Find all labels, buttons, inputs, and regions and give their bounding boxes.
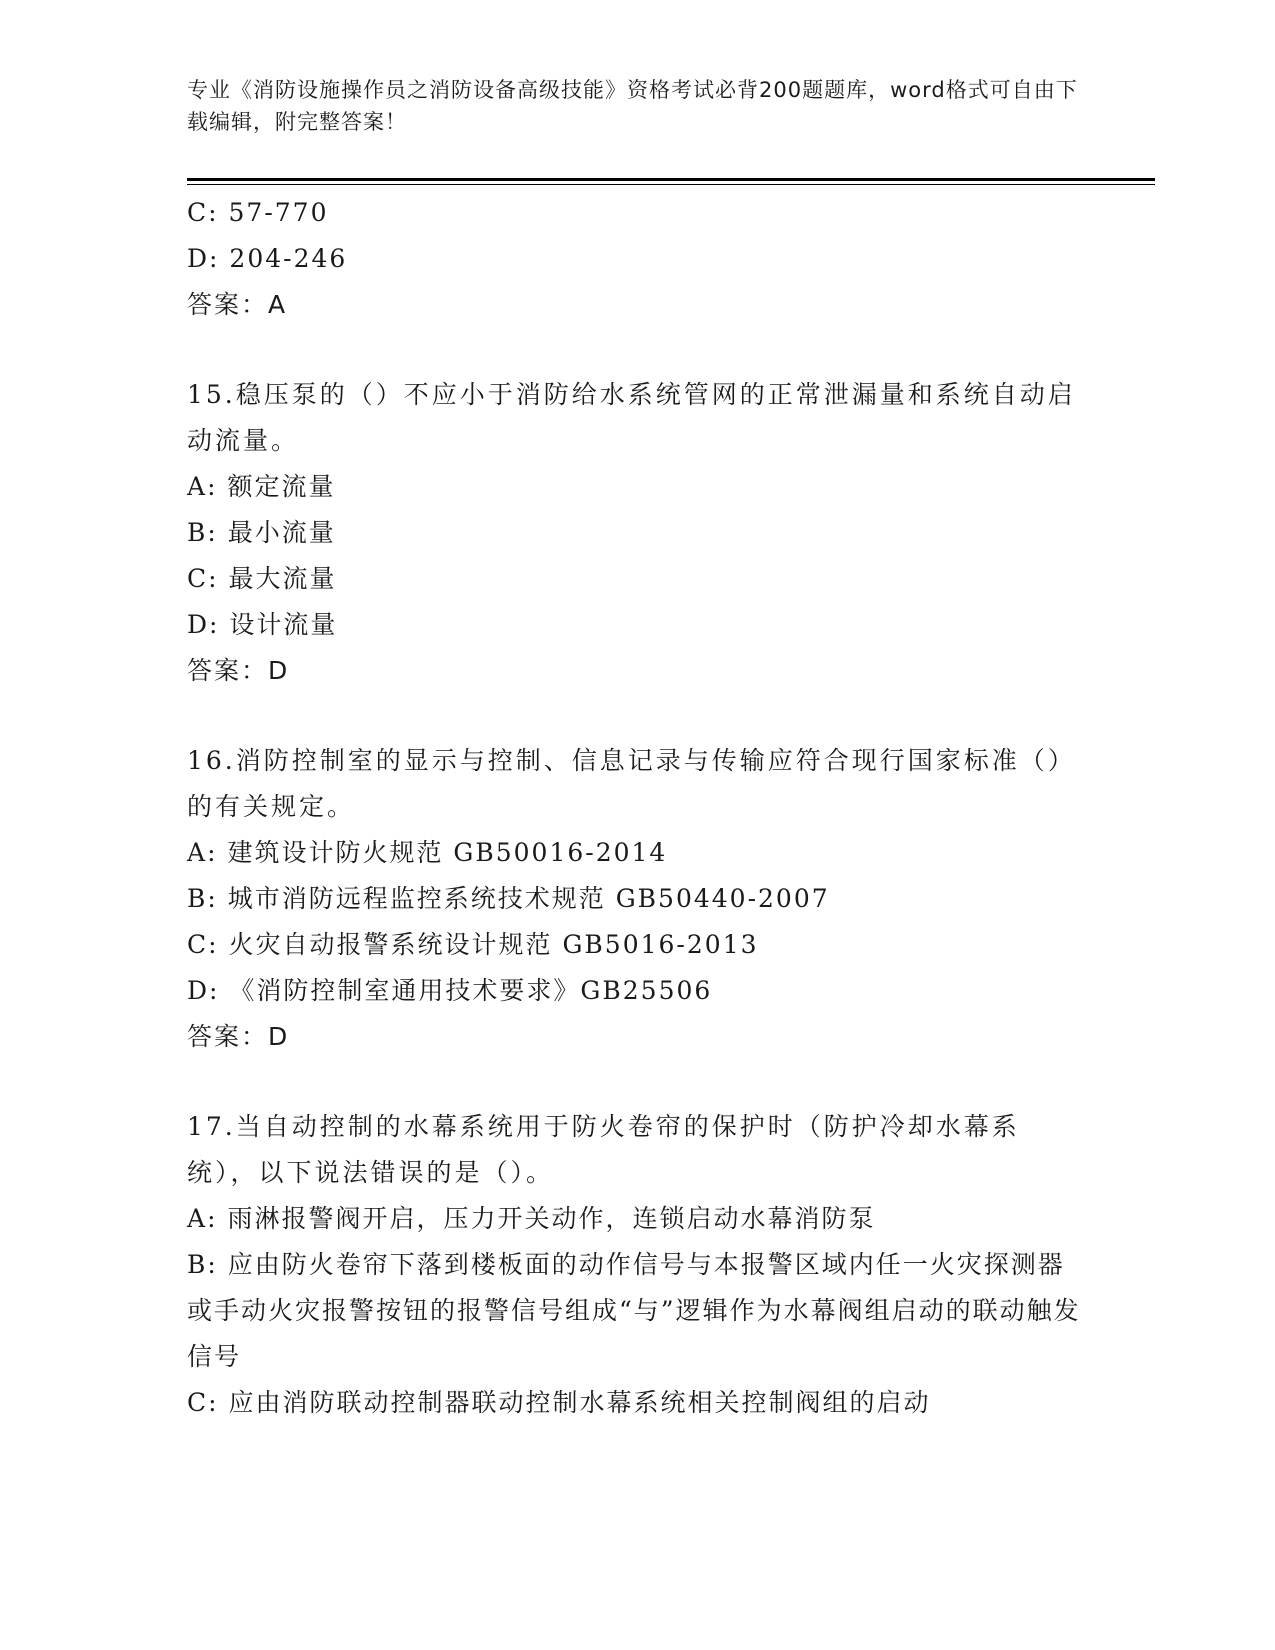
option-d: D: 设计流量 <box>187 610 338 639</box>
option-c: C: 最大流量 <box>187 564 337 593</box>
option-b: B: 城市消防远程监控系统技术规范 GB50440-2007 <box>187 884 830 913</box>
document-header: 专业《消防设施操作员之消防设备高级技能》资格考试必背200题题库，word格式可自由下载编辑，附完整答案！ <box>187 78 1078 134</box>
option-c: C: 57-770 <box>187 198 329 227</box>
answer-line: 答案：D <box>187 656 290 685</box>
answer-line: 答案：D <box>187 1022 290 1051</box>
option-a: A: 额定流量 <box>187 472 336 501</box>
question-stem: 15.稳压泵的（）不应小于消防给水系统管网的正常泄漏量和系统自动启动流量。 <box>187 380 1076 455</box>
question-content <box>187 190 1087 1426</box>
option-b: B: 最小流量 <box>187 518 336 547</box>
option-b: B: 应由防火卷帘下落到楼板面的动作信号与本报警区域内任一火灾探测器或手动火灾报警按钮的报警信号组成“与”逻辑作为水幕阀组启动的联动触发信号 <box>187 1250 1081 1371</box>
option-a: A: 雨淋报警阀开启，压力开关动作，连锁启动水幕消防泵 <box>187 1204 876 1233</box>
option-c: C: 应由消防联动控制器联动控制水幕系统相关控制阀组的启动 <box>187 1388 931 1417</box>
option-a: A: 建筑设计防火规范 GB50016-2014 <box>187 838 668 867</box>
question-stem: 17.当自动控制的水幕系统用于防火卷帘的保护时（防护冷却水幕系统），以下说法错误的是（）。 <box>187 1112 1020 1187</box>
option-d: D: 204-246 <box>187 244 348 273</box>
header-rule-thin <box>187 184 1155 185</box>
answer-line: 答案：A <box>187 290 288 319</box>
header-rule-thick <box>187 178 1155 181</box>
option-c: C: 火灾自动报警系统设计规范 GB5016-2013 <box>187 930 759 959</box>
option-d: D: 《消防控制室通用技术要求》GB25506 <box>187 976 713 1005</box>
question-stem: 16.消防控制室的显示与控制、信息记录与传输应符合现行国家标准（）的有关规定。 <box>187 746 1076 821</box>
